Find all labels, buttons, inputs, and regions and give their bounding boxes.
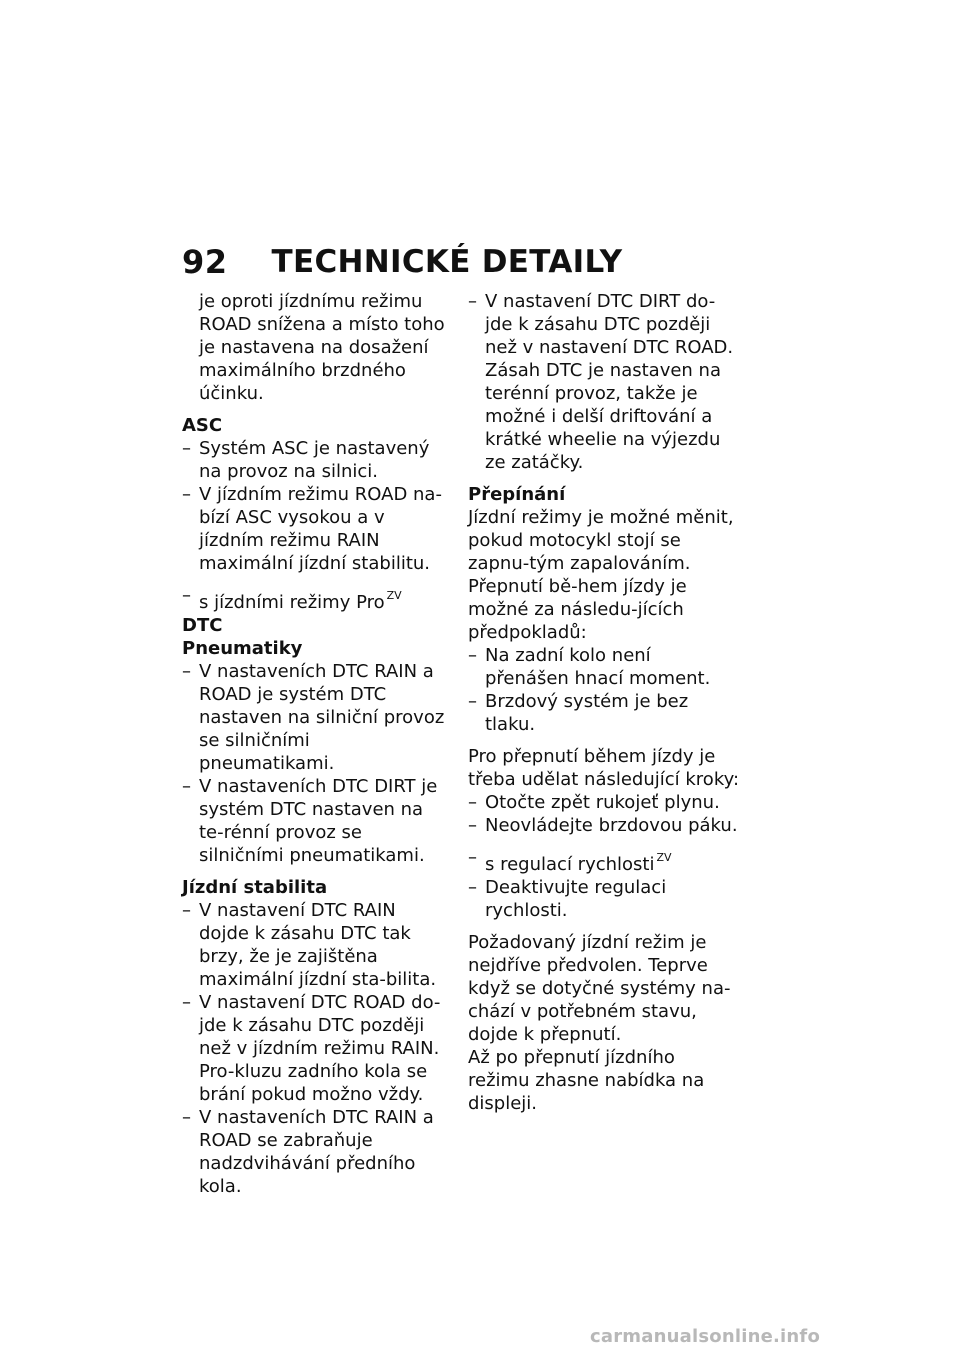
switching-intro: Jízdní režimy je možné měnit, pokud motocykl stojí se zapnu-tým zapalováním. Přepnutí bě-hem jízdy je možné za následu-jících předpokladů: (468, 507, 734, 643)
right-column (468, 290, 740, 1124)
list-item: – V jízdním režimu ROAD na-bízí ASC vysokou a v jízdním režimu RAIN maximální jízdní stabilitu. (182, 483, 450, 575)
dirt-list (468, 290, 740, 474)
tyres-heading: Pneumatiky (182, 638, 303, 659)
steps-list (468, 791, 740, 837)
list-item: – V nastavení DTC DIRT do-jde k zásahu DTC později než v nastavení DTC ROAD. Zásah DTC je nastaven na terénní provoz, takže je možné i delší driftování a krátké wheelie na výjezdu ze zatáčky. (468, 290, 740, 474)
list-item: – Brzdový systém je bez tlaku. (468, 690, 740, 736)
page-title: TECHNICKÉ DETAILY (271, 244, 623, 280)
optional-equipment-tag: ZV (386, 589, 402, 602)
optional-equipment-tag: ZV (656, 851, 672, 864)
stability-heading: Jízdní stabilita (182, 877, 328, 898)
preselect-paragraph: Požadovaný jízdní režim je nejdříve předvolen. Teprve když se dotyčné systémy na-chází v potřebném stavu, dojde k přepnutí. (468, 932, 731, 1045)
dtc-heading: DTC (182, 615, 223, 636)
intro-paragraph: je oproti jízdnímu režimu ROAD snížena a místo toho je nastavena na dosažení maximálního brzdného účinku. (199, 291, 445, 404)
left-column (182, 290, 450, 1207)
steps-intro: Pro přepnutí během jízdy je třeba udělat následující kroky: (468, 746, 740, 790)
page-number: 92 (182, 243, 228, 281)
watermark: carmanualsonline.info (590, 1326, 821, 1347)
cruise-control-note (468, 846, 740, 876)
cruise-list (468, 876, 740, 922)
page-header (182, 242, 622, 282)
list-item: – Systém ASC je nastavený na provoz na silnici. (182, 437, 450, 483)
list-item: – Neovládejte brzdovou páku. (468, 814, 740, 837)
list-item: – Otočte zpět rukojeť plynu. (468, 791, 740, 814)
pro-modes-note-text: s jízdními režimy Pro (199, 592, 385, 613)
switching-heading: Přepínání (468, 484, 566, 505)
stability-list (182, 899, 450, 1198)
asc-list (182, 437, 450, 575)
display-paragraph: Až po přepnutí jízdního režimu zhasne nabídka na displeji. (468, 1047, 705, 1114)
list-item: – V nastavení DTC ROAD do-jde k zásahu DTC později než v jízdním režimu RAIN. Pro-kluzu zadního kola se brání pokud možno vždy. (182, 991, 450, 1106)
cruise-control-note-text: s regulací rychlosti (485, 854, 655, 875)
list-item: – V nastaveních DTC DIRT je systém DTC nastaven na te-rénní provoz se silničními pneumatikami. (182, 775, 450, 867)
asc-heading: ASC (182, 415, 223, 436)
switching-conditions-list (468, 644, 740, 736)
list-item: – Na zadní kolo není přenášen hnací moment. (468, 644, 740, 690)
list-item: – V nastaveních DTC RAIN a ROAD je systém DTC nastaven na silniční provoz se silničními pneumatikami. (182, 660, 450, 775)
list-item: – V nastavení DTC RAIN dojde k zásahu DTC tak brzy, že je zajištěna maximální jízdní sta-bilita. (182, 899, 450, 991)
pro-modes-note (182, 584, 450, 614)
list-item: – V nastaveních DTC RAIN a ROAD se zabraňuje nadzdvihávání předního kola. (182, 1106, 450, 1198)
list-item: – Deaktivujte regulaci rychlosti. (468, 876, 740, 922)
tyres-list (182, 660, 450, 867)
